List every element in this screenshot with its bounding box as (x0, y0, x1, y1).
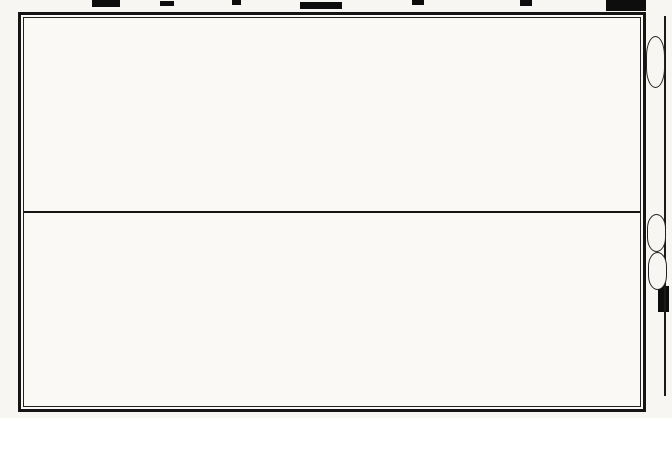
scan-artifact (300, 2, 342, 9)
scan-artifact (92, 0, 120, 7)
code-table-top-band (24, 18, 640, 213)
index-tab-ro (647, 214, 666, 252)
caption-strip (0, 418, 672, 462)
code-table-bottom-band (24, 213, 640, 406)
scan-artifact (232, 0, 241, 5)
index-tab-i (646, 36, 665, 88)
scan-artifact (606, 0, 646, 11)
print-frame (18, 12, 646, 412)
scan-artifact (160, 1, 174, 6)
print-frame-inner (23, 17, 641, 407)
scan-artifact (520, 0, 532, 6)
index-tab-ha (648, 252, 667, 290)
scan-artifact (412, 0, 424, 5)
